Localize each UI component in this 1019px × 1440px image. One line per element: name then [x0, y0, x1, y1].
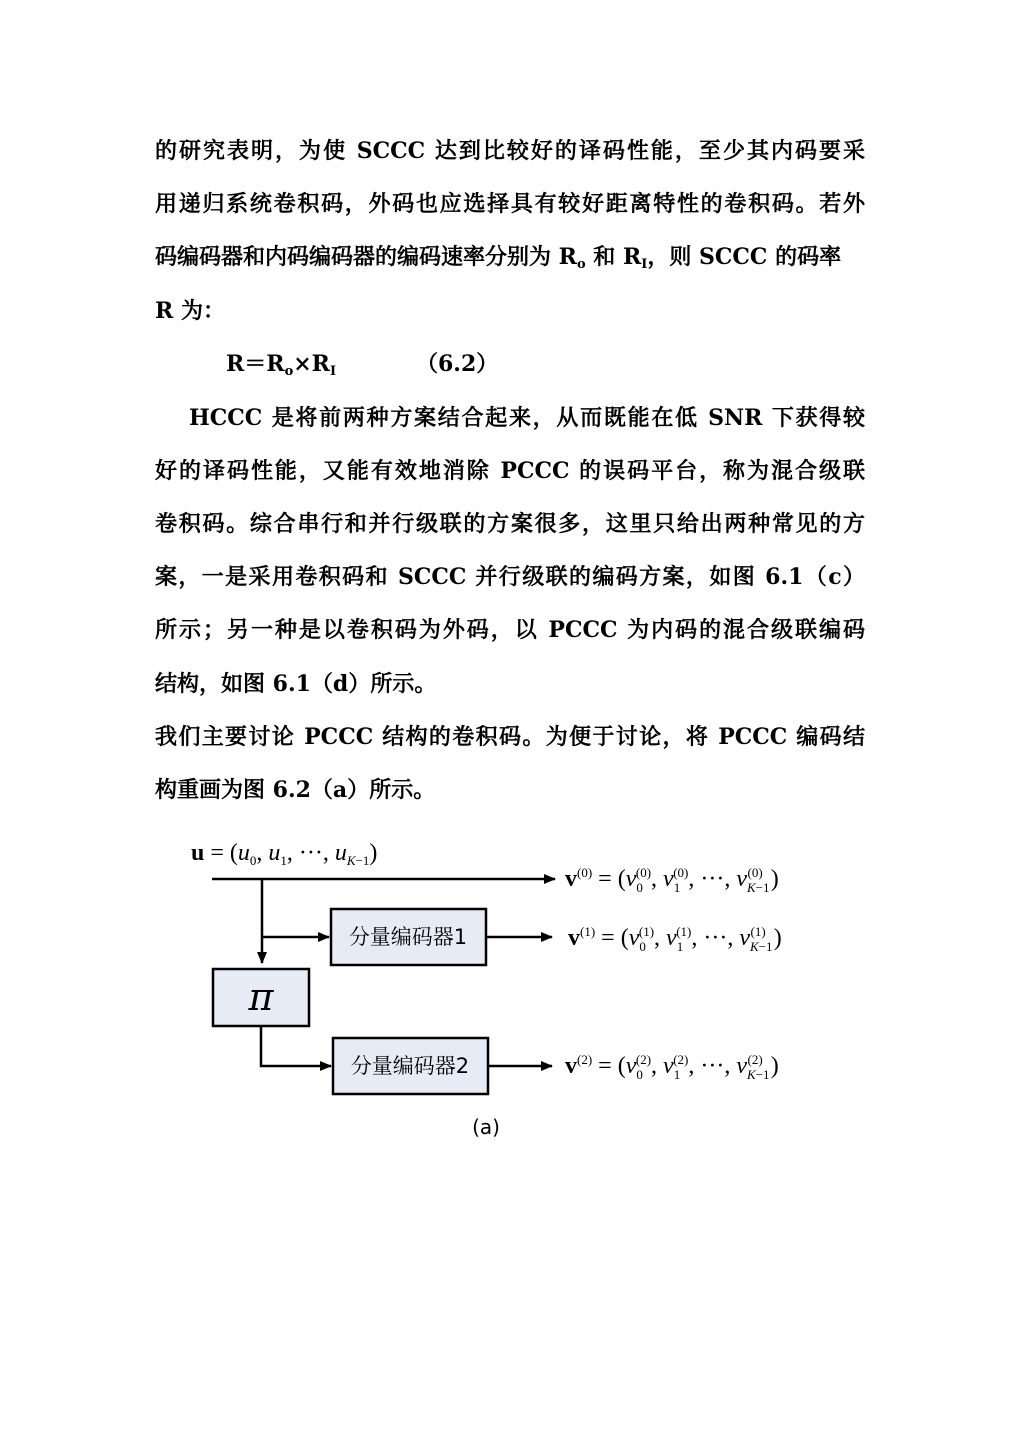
output-v1-label: $v^{(1)} = (v_0(1)$, $v_1(1)$, ···, $v_K-1(1)$ )	[568, 924, 782, 954]
encoder2-input-arrow	[261, 1026, 331, 1066]
text-line: 所示；另一种是以卷积码为外码，以 PCCC 为内码的混合级联编码	[155, 617, 865, 643]
text-line: 用递归系统卷积码，外码也应选择具有较好距离特性的卷积码。若外	[155, 191, 865, 217]
output-v0-label: $v^{(0)} = (v_0(0)$, $v_1(0)$, ···, $v_K-1(0)$ )	[565, 865, 779, 895]
text-line: 结构，如图 6.1（d）所示。	[155, 671, 437, 697]
input-sequence-label: $u = (u_0$, $u_1$, ···, $u_K-1$)	[191, 840, 378, 868]
text-line: R 为：	[155, 298, 225, 324]
formula-6-2: $R=R_o\times R_I$ （6.2）	[226, 351, 499, 379]
text-line: HCCC 是将前两种方案结合起来，从而既能在低 SNR 下获得较	[189, 405, 865, 431]
output-v2-label: $v^{(2)} = (v_0(2)$, $v_1(2)$, ···, $v_K-1(2)$ )	[565, 1052, 779, 1082]
text-line: 的研究表明，为使 SCCC 达到比较好的译码性能，至少其内码要采	[155, 138, 865, 164]
text-line: 构重画为图 6.2（a）所示。	[155, 777, 436, 803]
encoder1-label: 分量编码器1	[348, 925, 468, 949]
encoder2-label: 分量编码器2	[350, 1054, 470, 1078]
text-line: 好的译码性能，又能有效地消除 PCCC 的误码平台，称为混合级联	[155, 458, 865, 484]
figure-caption: (a)	[472, 1115, 500, 1139]
text-line: 我们主要讨论 PCCC 结构的卷积码。为便于讨论，将 PCCC 编码结	[155, 724, 865, 750]
text-line: 码编码器和内码编码器的编码速率分别为 $R_o$ 和 $R_I$，则 SCCC 的码率	[155, 244, 842, 272]
text-line: 案，一是采用卷积码和 SCCC 并行级联的编码方案，如图 6.1（c）	[155, 564, 865, 590]
equation-number: （6.2）	[416, 351, 499, 377]
text-line: 卷积码。综合串行和并行级联的方案很多，这里只给出两种常见的方	[155, 511, 865, 537]
interleaver-label: π	[248, 975, 274, 1019]
